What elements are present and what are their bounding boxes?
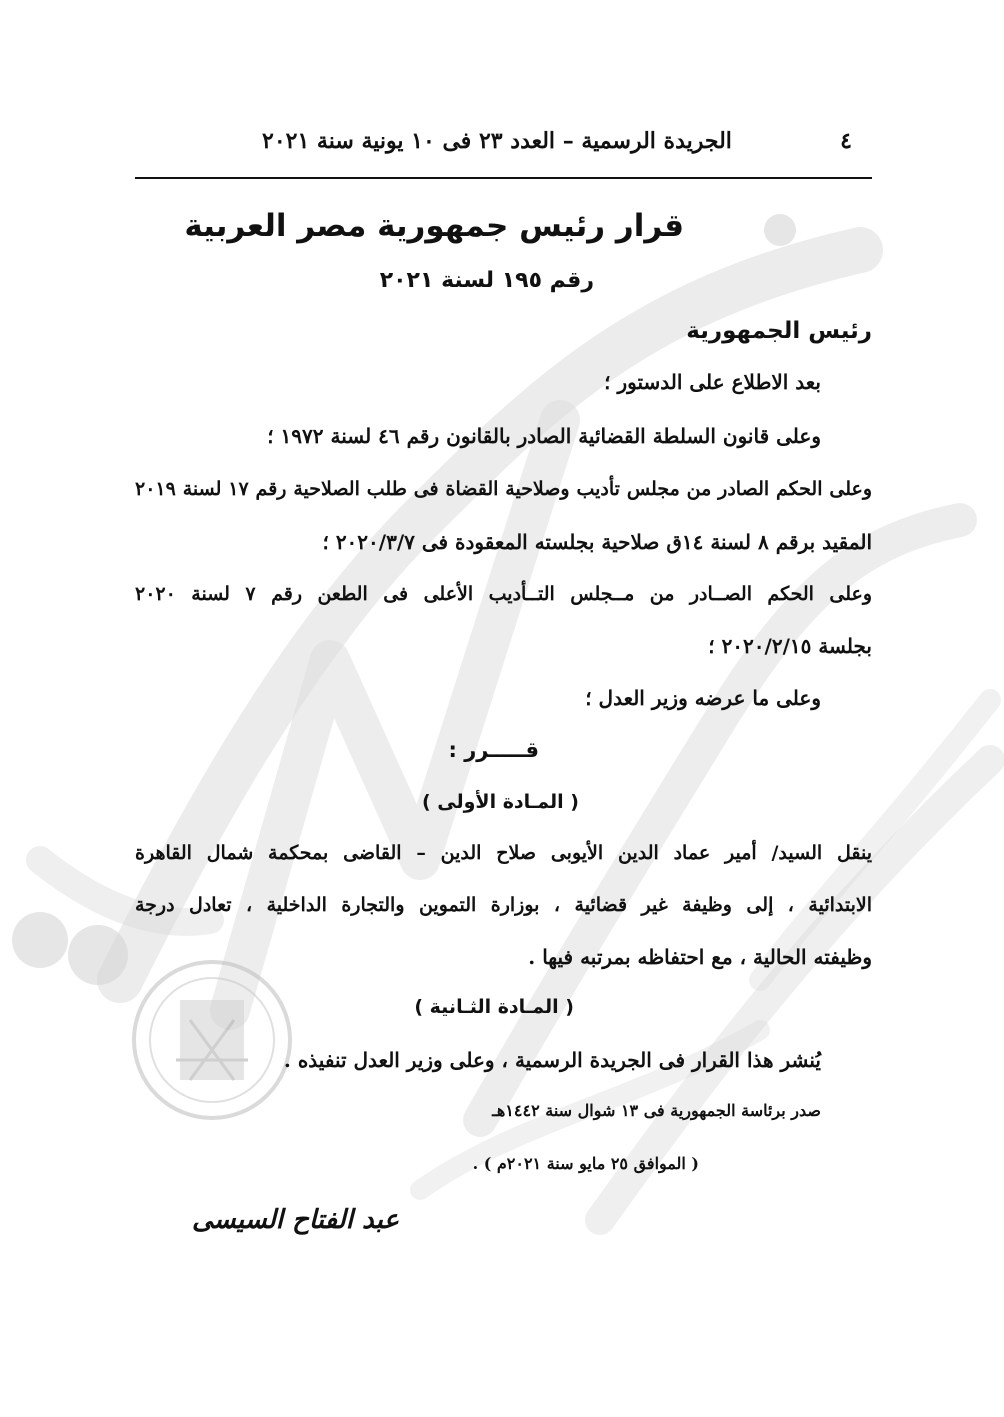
preamble-paragraph: وعلى الحكم الصــادر من مــجلس التــأديب الأعلى فى الطعن رقم ٧ لسنة ٢٠٢٠: [135, 583, 873, 605]
gazette-header: [262, 128, 852, 164]
article-2-heading: ( المـادة الثـانية ): [414, 996, 574, 1018]
preamble-paragraph: وعلى الحكم الصادر من مجلس تأديب وصلاحية القضاة فى طلب الصلاحية رقم ١٧ لسنة ٢٠١٩: [135, 478, 873, 500]
header-rule: [135, 177, 872, 179]
article-1-text: وظيفته الحالية ، مع احتفاظه بمرتبه فيها .: [528, 945, 872, 969]
preamble-paragraph: بعد الاطلاع على الدستور ؛: [604, 370, 821, 394]
decree-number: رقم ١٩٥ لسنة ٢٠٢١: [379, 268, 594, 293]
preamble-paragraph-continued: المقيد برقم ٨ لسنة ١٤ق صلاحية بجلسته المعقودة فى ٢٠٢٠/٣/٧ ؛: [322, 530, 872, 554]
preamble-paragraph: وعلى ما عرضه وزير العدل ؛: [585, 686, 821, 710]
article-1-heading: ( المـادة الأولى ): [421, 791, 579, 813]
article-1-text: ينقل السيد/ أمير عماد الدين الأيوبى صلاح الدين – القاضى بمحكمة شمال القاهرة: [135, 842, 872, 864]
document-content: ٤ الجريدة الرسمية – العدد ٢٣ فى ١٠ يونية سنة ٢٠٢١ قرار رئيس جمهورية مصر العربية رقم ١٩٥ لسنة ٢٠٢١ رئيس الجمهورية بعد الاطلاع على الدستور ؛ وعلى قانون السلطة القضائية الصادر بالقانون رقم ٤٦ لسنة ١٩٧٢ ؛ وعلى الحكم الصادر من مجلس تأديب وصلاحية القضاة فى طلب الصلاحية رقم ١٧ لسنة ٢٠١٩ المقيد برقم ٨ لسنة ١٤ق صلاحية بجلسته المعقودة فى ٢٠٢٠/٣/٧ ؛ وعلى الحكم الصــادر من مــجلس التــأديب الأعلى فى الطعن رقم ٧ لسنة ٢٠٢٠ بجلسة ٢٠٢٠/٢/١٥ ؛ وعلى ما عرضه وزير العدل ؛ قـــــرر : ( المـادة الأولى ) ينقل السيد/ أمير عماد الدين الأيوبى صلاح الدين – القاضى بمحكمة شمال القاهرة الابتدائية ، إلى وظيفة غير قضائية ، بوزارة التموين والتجارة الداخلية ، تعادل درجة وظيفته الحالية ، مع احتفاظه بمرتبه فيها . ( المـادة الثـانية ) يُنشر هذا القرار فى الجريدة الرسمية ، وعلى وزير العدل تنفيذه . صدر برئاسة الجمهورية فى ١٣ شوال سنة ١٤٤٢هـ ( الموافق ٢٥ مايو سنة ٢٠٢١م ) . عبد الفتاح السيسى: [135, 128, 873, 1235]
page-number: ٤: [840, 128, 852, 154]
issue-date-hijri: صدر برئاسة الجمهورية فى ١٣ شوال سنة ١٤٤٢هـ: [492, 1101, 821, 1120]
gazette-issue-line: الجريدة الرسمية – العدد ٢٣ فى ١٠ يونية سنة ٢٠٢١: [262, 128, 732, 154]
preamble-paragraph-continued: بجلسة ٢٠٢٠/٢/١٥ ؛: [708, 634, 872, 658]
decided-heading: قـــــرر :: [448, 738, 539, 762]
article-1-text: الابتدائية ، إلى وظيفة غير قضائية ، بوزارة التموين والتجارة الداخلية ، تعادل درجة: [135, 894, 872, 916]
president-signature: عبد الفتاح السيسى: [191, 1205, 399, 1235]
article-2-text: يُنشر هذا القرار فى الجريدة الرسمية ، وعلى وزير العدل تنفيذه .: [283, 1048, 821, 1072]
issue-date-gregorian: ( الموافق ٢٥ مايو سنة ٢٠٢١م ) .: [472, 1154, 699, 1173]
issuer-heading: رئيس الجمهورية: [686, 318, 872, 344]
preamble-paragraph: وعلى قانون السلطة القضائية الصادر بالقانون رقم ٤٦ لسنة ١٩٧٢ ؛: [267, 424, 821, 448]
